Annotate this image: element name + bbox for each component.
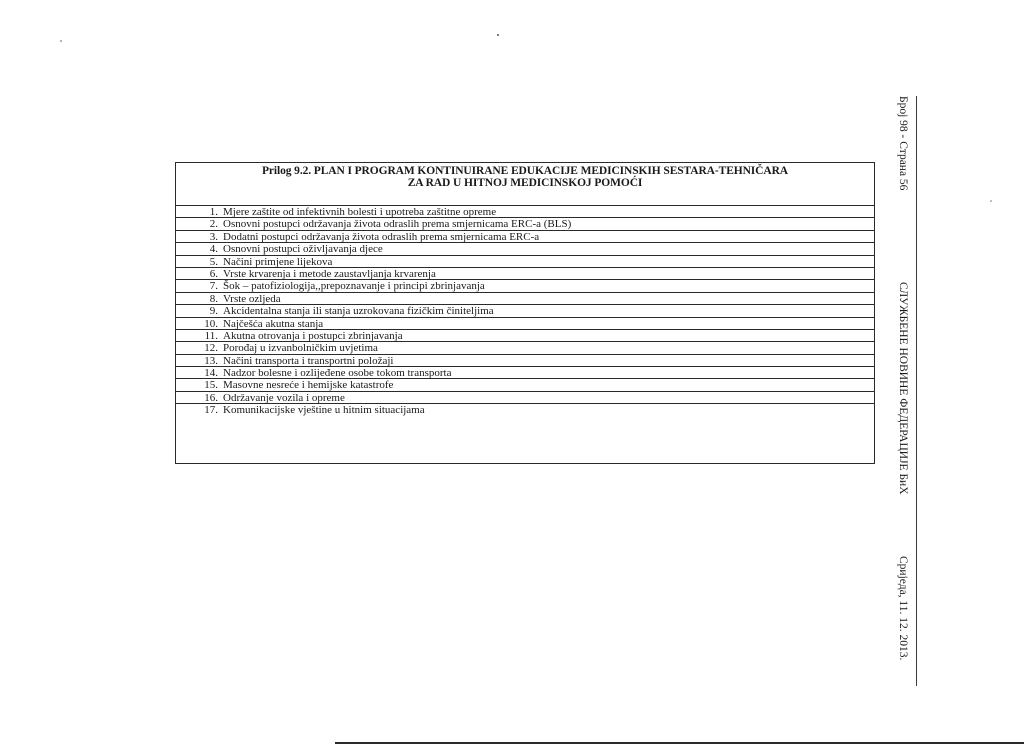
item-number: 14. bbox=[204, 367, 218, 380]
item-text: Nadzor bolesne i ozlijeđene osobe tokom transporta bbox=[223, 367, 452, 380]
item-number: 9. bbox=[209, 305, 218, 318]
item-text: Porođaj u izvanbolničkim uvjetima bbox=[223, 342, 378, 355]
list-item bbox=[176, 231, 874, 243]
item-text: Šok – patofiziologija,,prepoznavanje i principi zbrinjavanja bbox=[223, 280, 485, 293]
item-number: 3. bbox=[209, 230, 218, 243]
issue-date-label: Сриједа, 11. 12. 2013. bbox=[897, 556, 909, 661]
item-number: 17. bbox=[204, 404, 218, 417]
list-item bbox=[176, 392, 874, 404]
running-margin-header bbox=[894, 96, 914, 686]
list-item bbox=[176, 218, 874, 230]
page-number-label: Број 98 - Страна 56 bbox=[897, 96, 909, 191]
item-number: 2. bbox=[209, 218, 218, 231]
item-text: Osnovni postupci održavanja života odraslih prema smjernicama ERC-a (BLS) bbox=[223, 218, 572, 231]
item-text: Načini transporta i transportni položaji bbox=[223, 354, 394, 367]
item-text: Vrste krvarenja i metode zaustavljanja krvarenja bbox=[223, 267, 436, 280]
item-number: 15. bbox=[204, 379, 218, 392]
training-program-table bbox=[175, 162, 875, 464]
list-item bbox=[176, 256, 874, 268]
item-text: Vrste ozljeda bbox=[223, 292, 281, 305]
item-number: 5. bbox=[209, 255, 218, 268]
scan-speck bbox=[497, 34, 499, 36]
table-title-line-1: Prilog 9.2. PLAN I PROGRAM KONTINUIRANE EDUKACIJE MEDICINSKIH SESTARA-TEHNIČARA bbox=[261, 165, 789, 177]
list-item bbox=[176, 318, 874, 330]
scan-speck bbox=[990, 200, 992, 202]
item-text: Masovne nesreće i hemijske katastrofe bbox=[223, 379, 394, 392]
item-number: 13. bbox=[204, 354, 218, 367]
item-number: 10. bbox=[204, 317, 218, 330]
program-item-list bbox=[176, 205, 874, 417]
list-item bbox=[176, 206, 874, 218]
scan-speck bbox=[60, 40, 62, 42]
gazette-title-label: СЛУЖБЕНЕ НОВИНЕ ФЕДЕРАЦИЈЕ БиХ bbox=[897, 282, 909, 495]
item-number: 12. bbox=[204, 342, 218, 355]
list-item bbox=[176, 367, 874, 379]
item-text: Mjere zaštite od infektivnih bolesti i upotreba zaštitne opreme bbox=[223, 206, 497, 218]
item-text: Načini primjene lijekova bbox=[223, 255, 333, 268]
table-title-line-2: ZA RAD U HITNOJ MEDICINSKOJ POMOĆI bbox=[407, 177, 643, 189]
list-item bbox=[176, 305, 874, 317]
list-item bbox=[176, 268, 874, 280]
item-number: 11. bbox=[204, 329, 218, 342]
item-number: 6. bbox=[209, 267, 218, 280]
item-text: Komunikacijske vještine u hitnim situacijama bbox=[223, 404, 425, 417]
list-item bbox=[176, 280, 874, 292]
item-number: 16. bbox=[204, 391, 218, 404]
list-item bbox=[176, 293, 874, 305]
list-item bbox=[176, 379, 874, 391]
bottom-edge-rule bbox=[335, 742, 1024, 744]
item-text: Najčešća akutna stanja bbox=[223, 317, 324, 330]
table-title bbox=[176, 165, 874, 189]
item-number: 7. bbox=[209, 280, 218, 293]
item-text: Akutna otrovanja i postupci zbrinjavanja bbox=[223, 329, 403, 342]
list-item bbox=[176, 243, 874, 255]
item-number: 1. bbox=[209, 206, 218, 218]
item-text: Akcidentalna stanja ili stanja uzrokovana fizičkim činiteljima bbox=[223, 305, 494, 318]
item-text: Održavanje vozila i opreme bbox=[223, 391, 345, 404]
margin-divider bbox=[916, 96, 917, 686]
list-item bbox=[176, 404, 874, 416]
list-item bbox=[176, 342, 874, 354]
item-text: Dodatni postupci održavanja života odraslih prema smjernicama ERC-a bbox=[223, 230, 540, 243]
item-number: 8. bbox=[209, 292, 218, 305]
list-item bbox=[176, 330, 874, 342]
item-number: 4. bbox=[209, 243, 218, 256]
list-item bbox=[176, 355, 874, 367]
item-text: Osnovni postupci oživljavanja djece bbox=[223, 243, 383, 256]
